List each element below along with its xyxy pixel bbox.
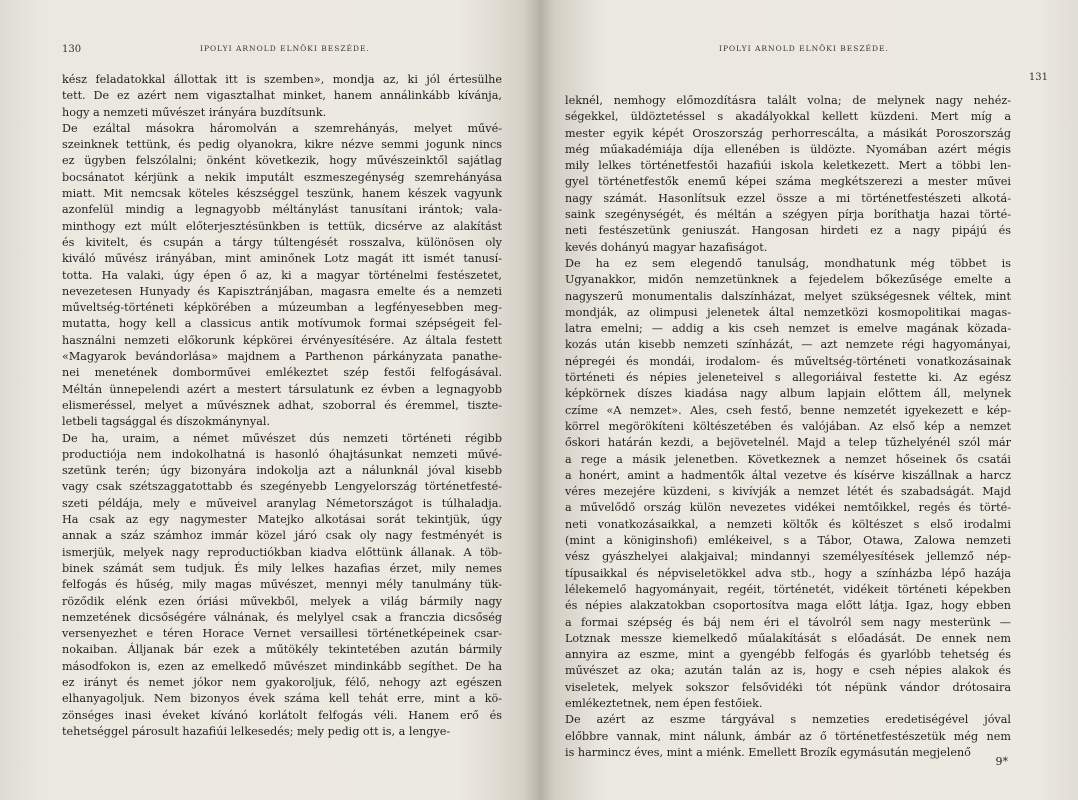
text-line: neti festészetünk geniuszát. Hangosan hirdeti ez a nagy pipájú és: [565, 224, 1011, 238]
text-line: De azért az eszme tárgyával s nemzeties eredetiségével jóval: [565, 713, 1011, 727]
left-page-text: [62, 72, 502, 740]
text-line: neti vonatkozásaikkal, a nemzeti költők és költészet s első irodalmi: [565, 517, 1011, 531]
text-line: műveltség-történeti képkörében a múzeumban a legfényesebben meg-: [62, 301, 502, 315]
text-line: kiváló művész irányában, mint aminőnek Lotz magát itt ismét tanusí-: [62, 252, 502, 266]
text-line: binek számát sem tudjuk. És mily lelkes hazafias érzet, mily nemes: [62, 561, 502, 575]
text-line: ségekkel, üldöztetéssel s akadályokkal kellett küzdeni. Mert míg a: [565, 110, 1011, 124]
text-line: még műakadémiája díja ellenében is üldözte. Nyomában azért mégis: [565, 142, 1011, 156]
text-line: ez irányt és nemet jókor nem gyakoroljuk, félő, nehogy azt egészen: [62, 675, 502, 689]
text-line: mester egyik képét Oroszország perhorrescálta, a másikát Poroszország: [565, 126, 1011, 140]
text-line: Lotznak messze kiemelkedő műalakítását s előadását. De ennek nem: [565, 631, 1011, 645]
text-line: szeinknek tettünk, és pedig olyanokra, kikre nézve semmi jogunk nincs: [62, 138, 502, 152]
text-line: mily lelkes történetfestői hazafiúi iskola keletkezett. Mert a többi len-: [565, 159, 1011, 173]
text-line: kozás után kisebb nemzeti színházát, — azt nemzete régi hagyományai,: [565, 338, 1011, 352]
text-line: annyira az eszme, mint a gyengébb felfogás és gyarlóbb tehetség és: [565, 648, 1011, 662]
text-line: zönséges inasi éveket kívánó korlátolt felfogás véli. Hanem erő és: [62, 708, 502, 722]
text-line: nevezetesen Hunyady és Kapisztránjában, magasra emelte és a nemzeti: [62, 284, 502, 298]
text-line: és népies alakzatokban csoportosítva maga előtt látja. Igaz, hogy ebben: [565, 599, 1011, 613]
text-line: is harmincz éves, mint a miénk. Emellett Brozík egymásután megjelenő: [565, 745, 971, 759]
text-line: (mint a königinshofi) emlékeivel, s a Tábor, Otawa, Zalowa nemzeti: [565, 534, 1011, 548]
left-running-head: IPOLYI ARNOLD ELNÖKI BESZÉDE.: [200, 44, 370, 53]
text-line: Méltán ünnepelendi azért a mestert társulatunk ez évben a legnagyobb: [62, 382, 502, 396]
text-line: azonfelül mindig a legnagyobb méltánylást tanusítani irántok; vala-: [62, 203, 502, 217]
text-line: előbbre vannak, mint nálunk, ámbár az ő történetfestészetük még nem: [565, 729, 1011, 743]
text-line: vész gyászhelyei alakjaival; mindannyi személyesítések jellemző nép-: [565, 550, 1011, 564]
text-line: nokaiban. Álljanak bár ezek a műtökély tekintetében azután bármily: [62, 643, 502, 657]
text-line: kevés dohányú magyar hazafiságot.: [565, 240, 768, 254]
text-line: mutatta, hogy kell a classicus antik motívumok formai szépségeit fel-: [62, 317, 502, 331]
text-line: elismeréssel, melyet a művésznek adhat, szoborral és éremmel, tiszte-: [62, 398, 502, 412]
text-line: tehetséggel párosult hazafiúi lelkesedés; mely pedig ott is, a lengye-: [62, 724, 451, 738]
text-line: minthogy ezt múlt előterjesztésünkben is tettük, dicsérve az alakítást: [62, 219, 502, 233]
text-line: gyel történetfestők enemű képei száma megkétszerezi a mester művei: [565, 175, 1011, 189]
text-line: felfogás és hűség, mily magas művészet, mennyi mély tanulmány tük-: [62, 578, 502, 592]
text-line: röződik elénk ezen óriási művekből, melyek a világ bármily nagy: [62, 594, 502, 608]
right-page-number: 131: [1028, 72, 1048, 83]
text-line: szeti példája, mely e műveivel aranylag Németországot is túlhaladja.: [62, 496, 502, 510]
text-line: Ha csak az egy nagymester Matejko alkotásai sorát tekintjük, úgy: [62, 513, 502, 527]
text-line: vagy csak szétszaggatottabb és szegényebb Lengyelország történetfesté-: [62, 480, 502, 494]
text-line: történeti és népies jeleneteivel s allegoriáival festette ki. Az egész: [565, 371, 1011, 385]
text-line: lélekemelő hagyományait, regéit, történetét, vidékeit történeti képekben: [565, 582, 1011, 596]
text-line: a művelődő ország külön nevezetes vidékei nemtőikkel, regés és törté-: [565, 501, 1011, 515]
text-line: másodfokon is, ezen az emelkedő művészet mindinkább segíthet. De ha: [62, 659, 502, 673]
text-line: népregéi és mondái, irodalom- és műveltség-történeti vonatkozásainak: [565, 354, 1011, 368]
text-line: elhanyagoljuk. Nem bizonyos évek száma kell tehát erre, mint a kö-: [62, 692, 502, 706]
text-line: miatt. Mit nemcsak köteles készséggel teszünk, hanem készek vagyunk: [62, 187, 502, 201]
text-line: a rege a másik jelenetben. Következnek a nemzet hőseinek ős csatái: [565, 452, 1011, 466]
text-line: leknél, nemhogy előmozdításra talált volna; de melynek nagy nehéz-: [565, 94, 1011, 107]
text-line: totta. Ha valaki, úgy épen ő az, ki a magyar történelmi festészetet,: [62, 268, 502, 282]
text-line: letbeli tagsággal és díszokmánynyal.: [62, 415, 270, 429]
text-line: versenyezhet e téren Horace Vernet versaillesi történetképeinek csar-: [62, 627, 502, 641]
text-line: használni nemzeti előkorunk képkörei érvényesítésére. Az általa festett: [62, 333, 502, 347]
text-line: őskori határán kezdi, a bejövetelnél. Majd a telep tűzhelyénél szól már: [565, 436, 1011, 450]
text-line: típusaikkal és népviseletökkel adva stb., hogy a színházba lépő hazája: [565, 566, 1011, 580]
text-line: véres mezejére küzdeni, s kivívják a nemzet létét és szabadságát. Majd: [565, 485, 1011, 499]
text-line: és kivitelt, és csupán a tárgy túltengését rosszalva, különösen oly: [62, 235, 502, 249]
text-line: ismerjük, melyek nagy reproductiókban kiadva előttünk állanak. A töb-: [62, 545, 502, 559]
text-line: annak a száz számhoz immár közel járó csak oly nagy festményét is: [62, 529, 502, 543]
text-line: emlékeztetnek, nem épen festőiek.: [565, 696, 763, 710]
text-line: Ugyanakkor, midőn nemzetünknek a fejedelem bőkezűsége emelte a: [565, 273, 1011, 287]
text-line: kész feladatokkal állottak itt is szemben», mondja az, ki jól értesülhe: [62, 73, 502, 86]
text-line: hogy a nemzeti művészet irányára buzdítsunk.: [62, 105, 327, 119]
text-line: nagyszerű monumentalis dalszínházat, melyet szükségesnek véltek, mint: [565, 289, 1011, 303]
text-line: nei menetének domborművei emlékeztet szép festői felfogásával.: [62, 366, 502, 380]
right-page-text: [565, 93, 1011, 761]
text-line: a formai szépség és báj nem éri el távolról sem nagy mesterünk —: [565, 615, 1011, 629]
text-line: szetünk terén; úgy bizonyára indokolja azt a nálunknál jóval kisebb: [62, 464, 502, 478]
text-line: ez ügyben felszólalni; önként következik, hogy művészeinktől sajátlag: [62, 154, 502, 168]
text-line: saink szegénységét, és méltán a szégyen pírja boríthatja hazai törté-: [565, 208, 1011, 222]
text-line: bocsánatot kérjünk a nekik imputált eszmeszegénység szemrehányása: [62, 170, 502, 184]
text-line: viseletek, melyek sokszor felsővidéki tót népünk vándor drótosaira: [565, 680, 1011, 694]
text-line: latra emelni; — addig a kis cseh nemzet is emelve magának közada-: [565, 322, 1011, 336]
text-line: De ha, uraim, a német művészet dús nemzeti történeti régibb: [62, 431, 502, 445]
text-line: mondják, az olimpusi jelenetek által nemzetközi kosmopolitikai magas-: [565, 305, 1011, 319]
text-line: nagy számát. Hasonlítsuk ezzel össze a mi történetfestészeti alkotá-: [565, 191, 1011, 205]
text-line: czíme «A nemzet». Ales, cseh festő, benne nemzetét igyekezett e kép-: [565, 403, 1011, 417]
text-line: a honért, amint a hadmentők által vezetve és kísérve kiszállnak a harcz: [565, 468, 1011, 482]
text-line: De ha ez sem elegendő tanulság, mondhatunk még többet is: [565, 256, 1011, 270]
text-line: productiója nem indokolhatná is hasonló óhajtásunkat nemzeti művé-: [62, 447, 502, 461]
text-line: De ezáltal másokra háromolván a szemrehányás, melyet művé-: [62, 121, 502, 135]
text-line: tett. De ez azért nem vigasztalhat minket, hanem annálinkább kívánja,: [62, 89, 502, 103]
text-line: művészet az oka; azután talán az is, hogy e cseh népies alakok és: [565, 664, 1011, 678]
text-line: körrel megörökíteni költészetében és valójában. Az első kép a nemzet: [565, 419, 1011, 433]
printer-signature: 9*: [995, 755, 1008, 768]
left-page-number: 130: [62, 44, 82, 55]
text-line: «Magyarok bevándorlása» majdnem a Parthenon párkányzata panathe-: [62, 350, 502, 364]
text-line: nemzetének dicsőségére válnának, és melylyel csak a franczia dicsőség: [62, 610, 502, 624]
right-page: [539, 0, 1078, 800]
right-running-head: IPOLYI ARNOLD ELNÖKI BESZÉDE.: [719, 44, 889, 53]
text-line: képkörnek díszes kiadása nagy album lapjain előttem áll, melynek: [565, 387, 1011, 401]
